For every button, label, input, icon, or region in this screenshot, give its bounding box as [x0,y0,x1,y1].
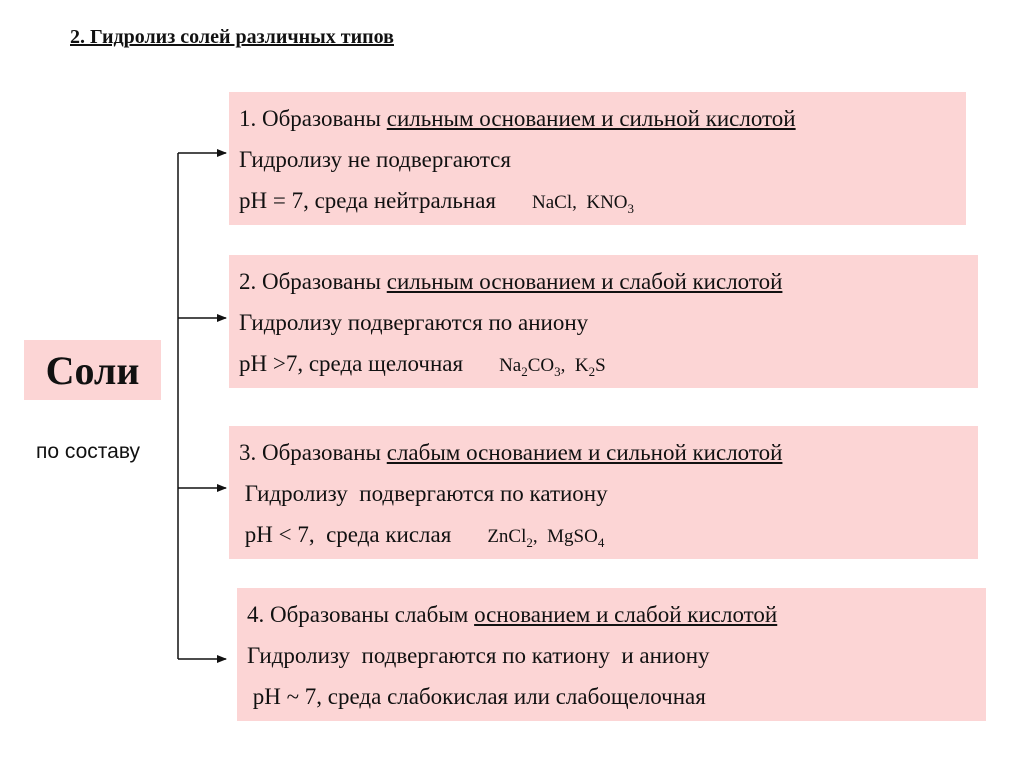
example-zncl2: ZnCl [487,526,527,547]
root-salts-box [24,340,161,400]
type-2-formation [239,261,968,302]
type-2-hydrolysis: Гидролизу подвергаются по аниону [239,310,589,335]
root-sublabel: по составу [36,440,141,463]
example-mgso4: MgSO [547,526,598,547]
type-1-formation [239,98,956,139]
type-3-examples [487,516,604,563]
type-4-prefix: 4. Образованы слабым [247,602,475,627]
salt-type-3-box [229,426,978,559]
type-3-ph-text: pH < 7, среда кислая [239,522,452,547]
type-2-underlined: сильным основанием и слабой кислотой [386,269,783,294]
example-k2s-sub: 2 [588,363,596,379]
example-na2co3-a: Na [499,355,522,376]
type-3-hydrolysis: Гидролизу подвергаются по катиону [239,481,608,506]
salt-type-1-box [229,92,966,225]
type-1-hydrolysis: Гидролизу не подвергаются [239,147,511,172]
type-3-prefix: 3. Образованы [239,440,387,465]
example-k2s-a: K [574,355,589,376]
example-mgso4-sub: 4 [597,534,605,550]
type-4-underlined: основанием и слабой кислотой [474,602,778,627]
type-2-ph-text: pH >7, среда щелочная [239,351,464,376]
type-1-ph [239,180,956,229]
type-1-prefix: 1. Образованы [239,106,387,131]
type-2-examples [499,345,606,392]
type-1-examples [532,182,634,229]
example-kno3-sub: 3 [627,200,635,216]
example-nacl: NaCl, [532,192,577,213]
example-zncl2-sub: 2 [526,534,533,550]
example-zncl2-tail: , [532,526,538,547]
type-4-formation [247,594,976,635]
example-k2s-b: S [595,355,606,376]
type-3-underlined: слабым основанием и сильной кислотой [386,440,783,465]
example-na2co3-sub1: 2 [521,363,528,379]
salt-type-4-box [237,588,986,721]
root-salts-label: Соли [45,347,140,393]
example-na2co3-b: CO [527,355,555,376]
type-1-ph-text: pH = 7, среда нейтральная [239,188,496,213]
example-na2co3-tail: , [560,355,566,376]
type-3-ph [239,514,968,563]
type-4-hydrolysis: Гидролизу подвергаются по катиону и аниону [247,643,710,668]
type-1-underlined: сильным основанием и сильной кислотой [386,106,796,131]
type-2-ph [239,343,968,392]
type-2-prefix: 2. Образованы [239,269,387,294]
page-title: 2. Гидролиз солей различных типов [70,26,394,48]
example-na2co3-sub2: 3 [554,363,561,379]
type-3-formation [239,432,968,473]
salt-type-2-box [229,255,978,388]
example-kno3: KNO [586,192,628,213]
type-4-ph: pH ~ 7, среда слабокислая или слабощелочная [247,684,706,709]
